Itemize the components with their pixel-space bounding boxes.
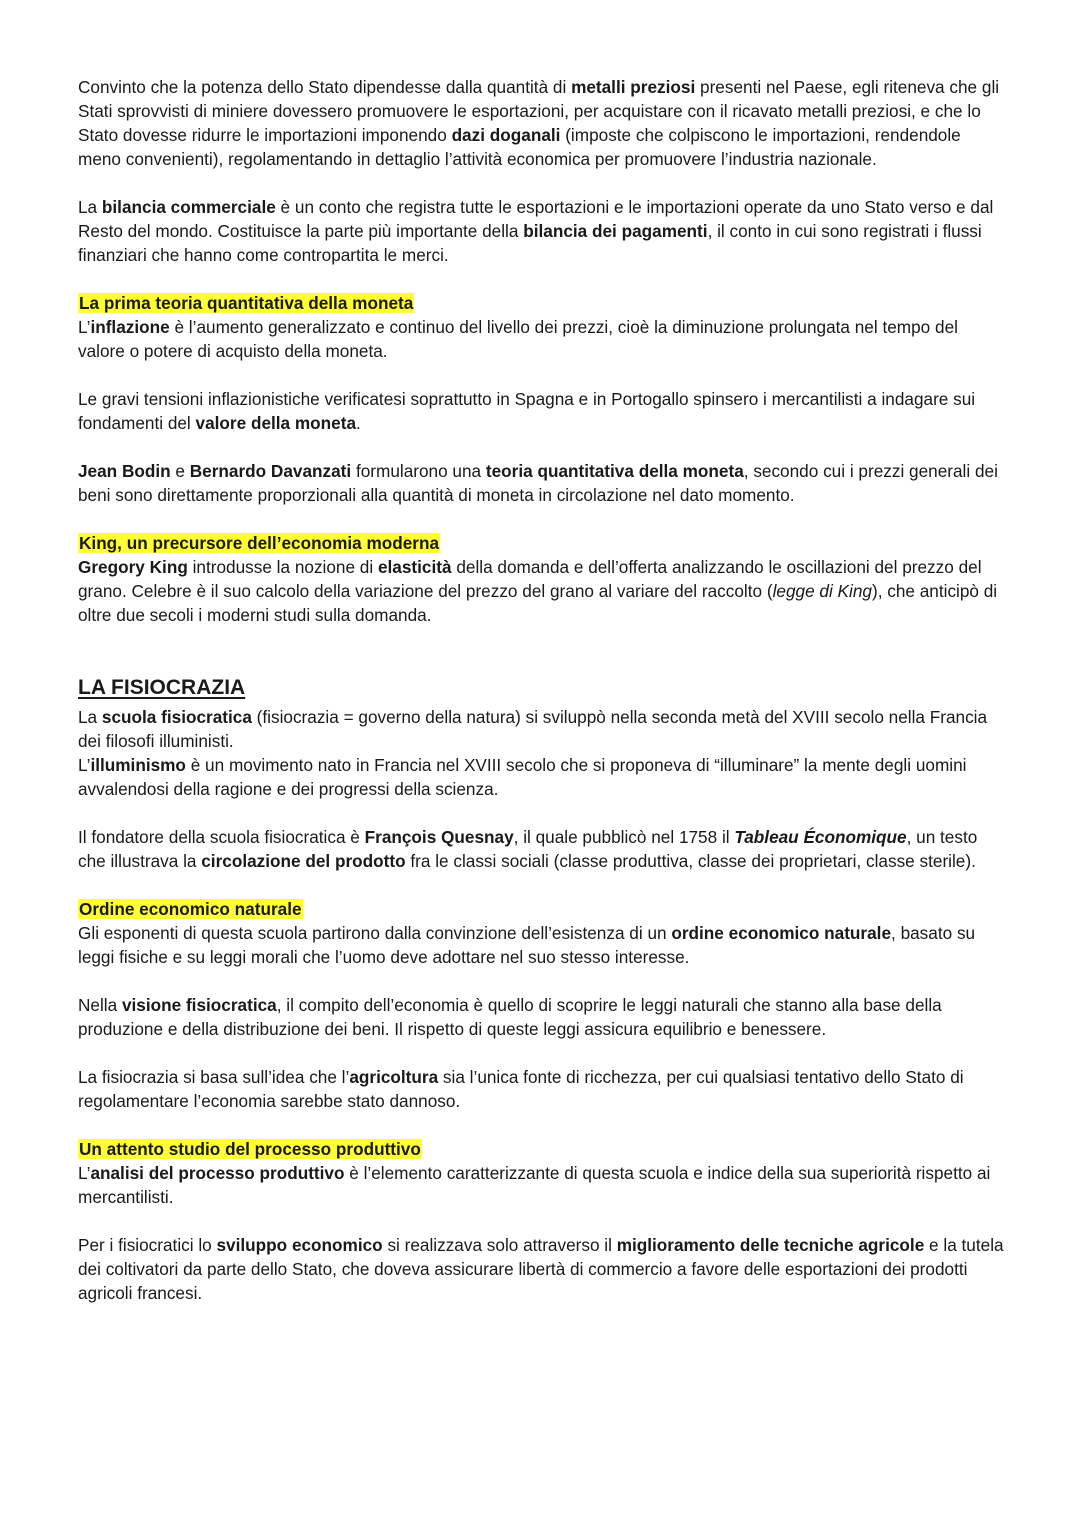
- highlighted-heading: King, un precursore dell’economia moderna: [79, 533, 440, 553]
- paragraph-gregory-king: Gregory King introdusse la nozione di elasticità della domanda e dell’offerta analizzando le oscillazioni del prezzo del grano. Celebre è il suo calcolo della variazione del prezzo del grano al variare del raccolto (legge di King), che anticipò di oltre due secoli i moderni studi sulla domanda.: [78, 557, 998, 625]
- highlighted-heading: Un attento studio del processo produttivo: [79, 1139, 421, 1159]
- document-page: [78, 75, 1008, 1329]
- paragraph-trade-balance: La bilancia commerciale è un conto che registra tutte le esportazioni e le importazioni operate da uno Stato verso e dal Resto del mondo. Costituisce la parte più importante della bilancia dei pagamenti, il conto in cui sono registrati i flussi finanziari che hanno come contropartita le merci.: [78, 197, 994, 265]
- paragraph-inflation-tensions: Le gravi tensioni inflazionistiche verificatesi soprattutto in Spagna e in Portogallo spinsero i mercantilisti a indagare sui fondamenti del valore della moneta.: [78, 389, 976, 433]
- paragraph-sviluppo-economico: Per i fisiocratici lo sviluppo economico si realizzava solo attraverso il miglioramento delle tecniche agricole e la tutela dei coltivatori da parte dello Stato, che doveva assicurare libertà di commercio a favore delle esportazioni dei prodotti agricoli francesi.: [78, 1235, 1004, 1303]
- heading-quantity-theory: [78, 291, 1008, 315]
- paragraph-visione-fisiocratica: Nella visione fisiocratica, il compito dell’economia è quello di scoprire le leggi naturali che stanno alla base della produzione e della distribuzione dei beni. Il rispetto di queste leggi assicura equilibrio e benessere.: [78, 995, 942, 1039]
- paragraph-scuola-fisiocratica: La scuola fisiocratica (fisiocrazia = governo della natura) si sviluppò nella seconda metà del XVIII secolo nella Francia dei filosofi illuministi.: [78, 707, 988, 751]
- highlighted-heading: La prima teoria quantitativa della moneta: [79, 293, 414, 313]
- paragraph-bodin-davanzati: Jean Bodin e Bernardo Davanzati formularono una teoria quantitativa della moneta, secondo cui i prezzi generali dei beni sono direttamente proporzionali alla quantità di moneta in circolazione nel dato momento.: [78, 461, 998, 505]
- section-title-fisiocrazia: LA FISIOCRAZIA: [78, 676, 246, 699]
- paragraph-ordine-naturale: Gli esponenti di questa scuola partirono dalla convinzione dell’esistenza di un ordine economico naturale, basato su leggi fisiche e su leggi morali che l’uomo deve adottare nel suo stesso interesse.: [78, 923, 976, 967]
- heading-ordine-naturale: [78, 897, 1008, 921]
- paragraph-illuminismo: L’illuminismo è un movimento nato in Francia nel XVIII secolo che si proponeva di “illuminare” la mente degli uomini avvalendosi della ragione e dei progressi della scienza.: [78, 755, 967, 799]
- heading-king: [78, 531, 1008, 555]
- paragraph-inflation: L’inflazione è l’aumento generalizzato e continuo del livello dei prezzi, cioè la diminuzione prolungata nel tempo del valore o potere di acquisto della moneta.: [78, 317, 958, 361]
- heading-processo-produttivo: [78, 1137, 1008, 1161]
- paragraph-agricoltura: La fisiocrazia si basa sull’idea che l’agricoltura sia l’unica fonte di ricchezza, per cui qualsiasi tentativo dello Stato di regolamentare l’economia sarebbe stato dannoso.: [78, 1067, 964, 1111]
- paragraph-mercantilism-metals: Convinto che la potenza dello Stato dipendesse dalla quantità di metalli preziosi presenti nel Paese, egli riteneva che gli Stati sprovvisti di miniere dovessero promuovere le esportazioni, per acquistare con il ricavato metalli preziosi, e che lo Stato dovesse ridurre le importazioni imponendo dazi doganali (imposte che colpiscono le importazioni, rendendole meno convenienti), regolamentando in dettaglio l’attività economica per promuovere l’industria nazionale.: [78, 77, 1000, 169]
- highlighted-heading: Ordine economico naturale: [79, 899, 302, 919]
- paragraph-quesnay: Il fondatore della scuola fisiocratica è François Quesnay, il quale pubblicò nel 1758 il Tableau Économique, un testo che illustrava la circolazione del prodotto fra le classi sociali (classe produttiva, classe dei proprietari, classe sterile).: [78, 827, 978, 871]
- paragraph-analisi-processo: L’analisi del processo produttivo è l’elemento caratterizzante di questa scuola e indice della sua superiorità rispetto ai mercantilisti.: [78, 1163, 991, 1207]
